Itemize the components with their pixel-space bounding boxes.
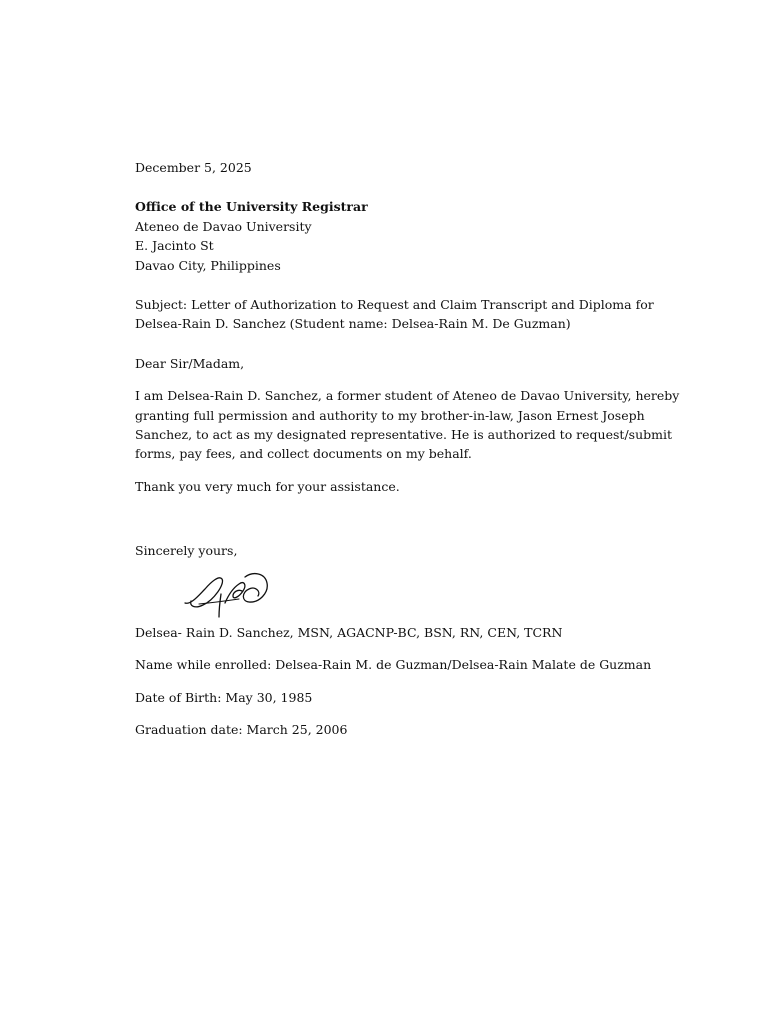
recipient-street: E. Jacinto St [135,238,214,254]
handwritten-signature [181,561,321,623]
recipient-institution: Ateneo de Davao University [135,218,312,234]
spacer [135,334,635,354]
closing-line: Sincerely yours, [135,543,238,559]
recipient-office: Office of the University Registrar [135,199,368,215]
spacer [135,464,635,477]
subject-line-2: Delsea-Rain D. Sanchez (Student name: Delsea-Rain M. De Guzman) [135,316,571,332]
recipient-city: Davao City, Philippines [135,257,281,273]
spacer [135,177,635,197]
letter-content [135,158,680,739]
body-line-4: forms, pay fees, and collect documents on my behalf. [135,446,472,462]
name-while-enrolled: Name while enrolled: Delsea-Rain M. de Guzman/Delsea-Rain Malate de Guzman [135,657,652,673]
spacer [135,496,635,541]
salutation: Dear Sir/Madam, [135,355,245,371]
signature-drawing [181,561,321,623]
signature-name-line: Delsea- Rain D. Sanchez, MSN, AGACNP-BC, BSN, RN, CEN, TCRN [135,624,563,640]
spacer [135,642,635,655]
graduation-date: Graduation date: March 25, 2006 [135,721,348,737]
subject-line-1: Subject: Letter of Authorization to Request and Claim Transcript and Diploma for [135,297,654,313]
body-line-3: Sanchez, to act as my designated representative. He is authorized to request/submit [135,427,672,443]
letter-date: December 5, 2025 [135,160,252,175]
thanks-line: Thank you very much for your assistance. [135,478,400,494]
spacer [135,275,635,295]
spacer [135,675,635,688]
body-line-1: I am Delsea-Rain D. Sanchez, a former student of Ateneo de Davao University, hereby [135,388,680,404]
spacer [135,707,635,720]
spacer [135,373,635,386]
date-of-birth: Date of Birth: May 30, 1985 [135,689,313,705]
body-line-2: granting full permission and authority to my brother-in-law, Jason Ernest Joseph [135,407,645,423]
